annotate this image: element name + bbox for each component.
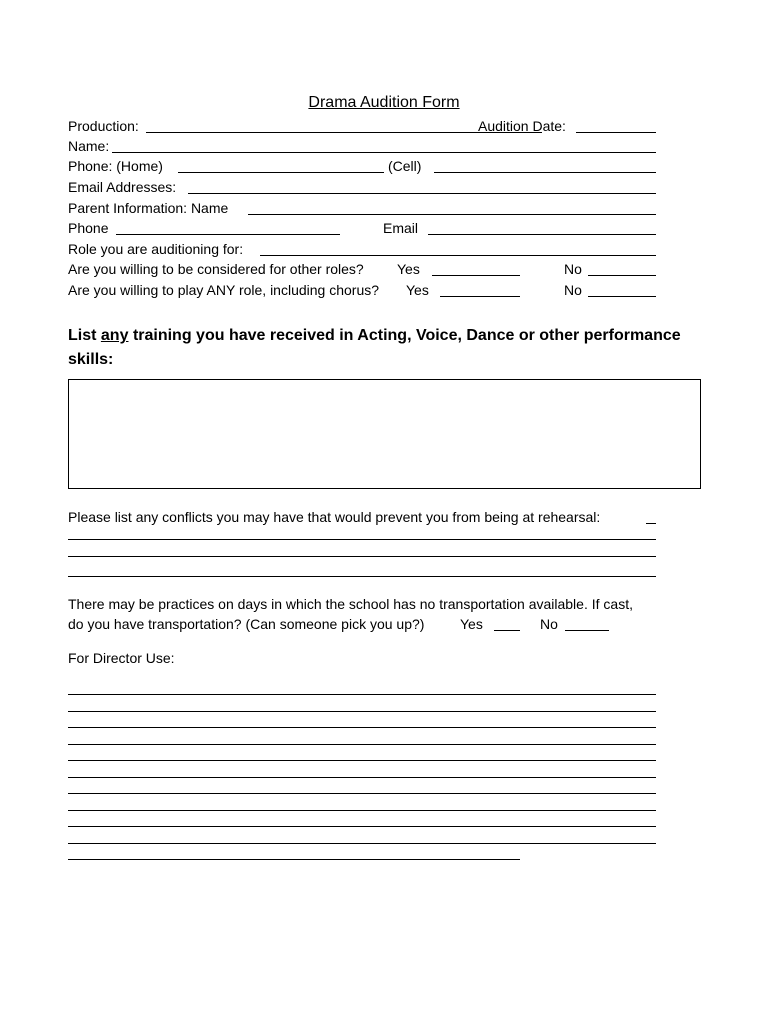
director-line[interactable] (68, 793, 656, 794)
role-field[interactable] (260, 255, 656, 256)
parent-email-label: Email (383, 220, 419, 236)
director-use-label: For Director Use: (68, 650, 175, 666)
parent-phone-label: Phone (68, 220, 109, 236)
other-roles-yes-label: Yes (397, 261, 420, 277)
other-roles-question: Are you willing to be considered for other roles? (68, 261, 364, 277)
email-addresses-field[interactable] (188, 193, 656, 194)
phone-row (68, 156, 658, 176)
form-title: Drama Audition Form (308, 94, 460, 111)
training-input-box[interactable] (68, 379, 701, 489)
transportation-no-label: No (540, 616, 558, 632)
phone-cell-label: (Cell) (388, 158, 422, 174)
name-label: Name: (68, 138, 110, 154)
role-label: Role you are auditioning for: (68, 241, 244, 257)
email-addresses-label: Email Addresses: (68, 179, 177, 195)
conflicts-line[interactable] (68, 539, 656, 540)
conflicts-line[interactable] (68, 556, 656, 557)
director-line[interactable] (68, 843, 656, 844)
name-field[interactable] (112, 152, 656, 153)
training-suffix: training you have received in Acting, Voice, Dance or other performance skills: (68, 327, 681, 368)
any-role-question: Are you willing to play ANY role, including chorus? (68, 282, 380, 298)
transportation-no-field[interactable] (565, 630, 609, 631)
role-row (68, 239, 658, 259)
director-line[interactable] (68, 859, 520, 860)
director-line[interactable] (68, 777, 656, 778)
director-line[interactable] (68, 810, 656, 811)
other-roles-row (68, 259, 658, 279)
transportation-text-1: There may be practices on days in which the school has no transportation available. If cast, (68, 596, 633, 612)
parent-contact-row (68, 218, 658, 238)
email-row (68, 177, 658, 197)
production-label: Production: (68, 118, 139, 134)
training-prefix: List (68, 327, 97, 344)
director-line[interactable] (68, 744, 656, 745)
director-line[interactable] (68, 694, 656, 695)
any-role-yes-field[interactable] (440, 296, 520, 297)
parent-info-row (68, 198, 658, 218)
director-use-row (68, 648, 658, 668)
training-emphasis: any (100, 327, 129, 344)
parent-name-field[interactable] (248, 214, 656, 215)
name-row (68, 136, 658, 156)
director-line[interactable] (68, 826, 656, 827)
phone-home-label: Phone: (Home) (68, 158, 163, 174)
transportation-yes-field[interactable] (494, 630, 520, 631)
parent-phone-field[interactable] (116, 234, 340, 235)
audition-date-label: Audition Date: (478, 118, 566, 134)
any-role-no-field[interactable] (588, 296, 656, 297)
transportation-line1 (68, 594, 698, 614)
director-line[interactable] (68, 727, 656, 728)
other-roles-yes-field[interactable] (432, 275, 520, 276)
director-line[interactable] (68, 760, 656, 761)
parent-email-field[interactable] (428, 234, 656, 235)
production-row (68, 116, 658, 136)
any-role-row (68, 280, 658, 300)
director-line[interactable] (68, 711, 656, 712)
parent-info-label: Parent Information: Name (68, 200, 229, 216)
conflicts-row (68, 507, 658, 527)
other-roles-no-field[interactable] (588, 275, 656, 276)
transportation-question: do you have transportation? (Can someone pick you up?) (68, 616, 425, 632)
any-role-yes-label: Yes (406, 282, 429, 298)
conflicts-field-start[interactable] (646, 523, 656, 524)
conflicts-line[interactable] (68, 576, 656, 577)
other-roles-no-label: No (564, 261, 582, 277)
phone-cell-field[interactable] (434, 172, 656, 173)
training-heading (68, 324, 708, 372)
audition-date-field[interactable] (576, 132, 656, 133)
transportation-line2 (68, 614, 658, 634)
conflicts-label: Please list any conflicts you may have that would prevent you from being at rehearsal: (68, 509, 601, 525)
any-role-no-label: No (564, 282, 582, 298)
phone-home-field[interactable] (178, 172, 384, 173)
transportation-yes-label: Yes (460, 616, 483, 632)
